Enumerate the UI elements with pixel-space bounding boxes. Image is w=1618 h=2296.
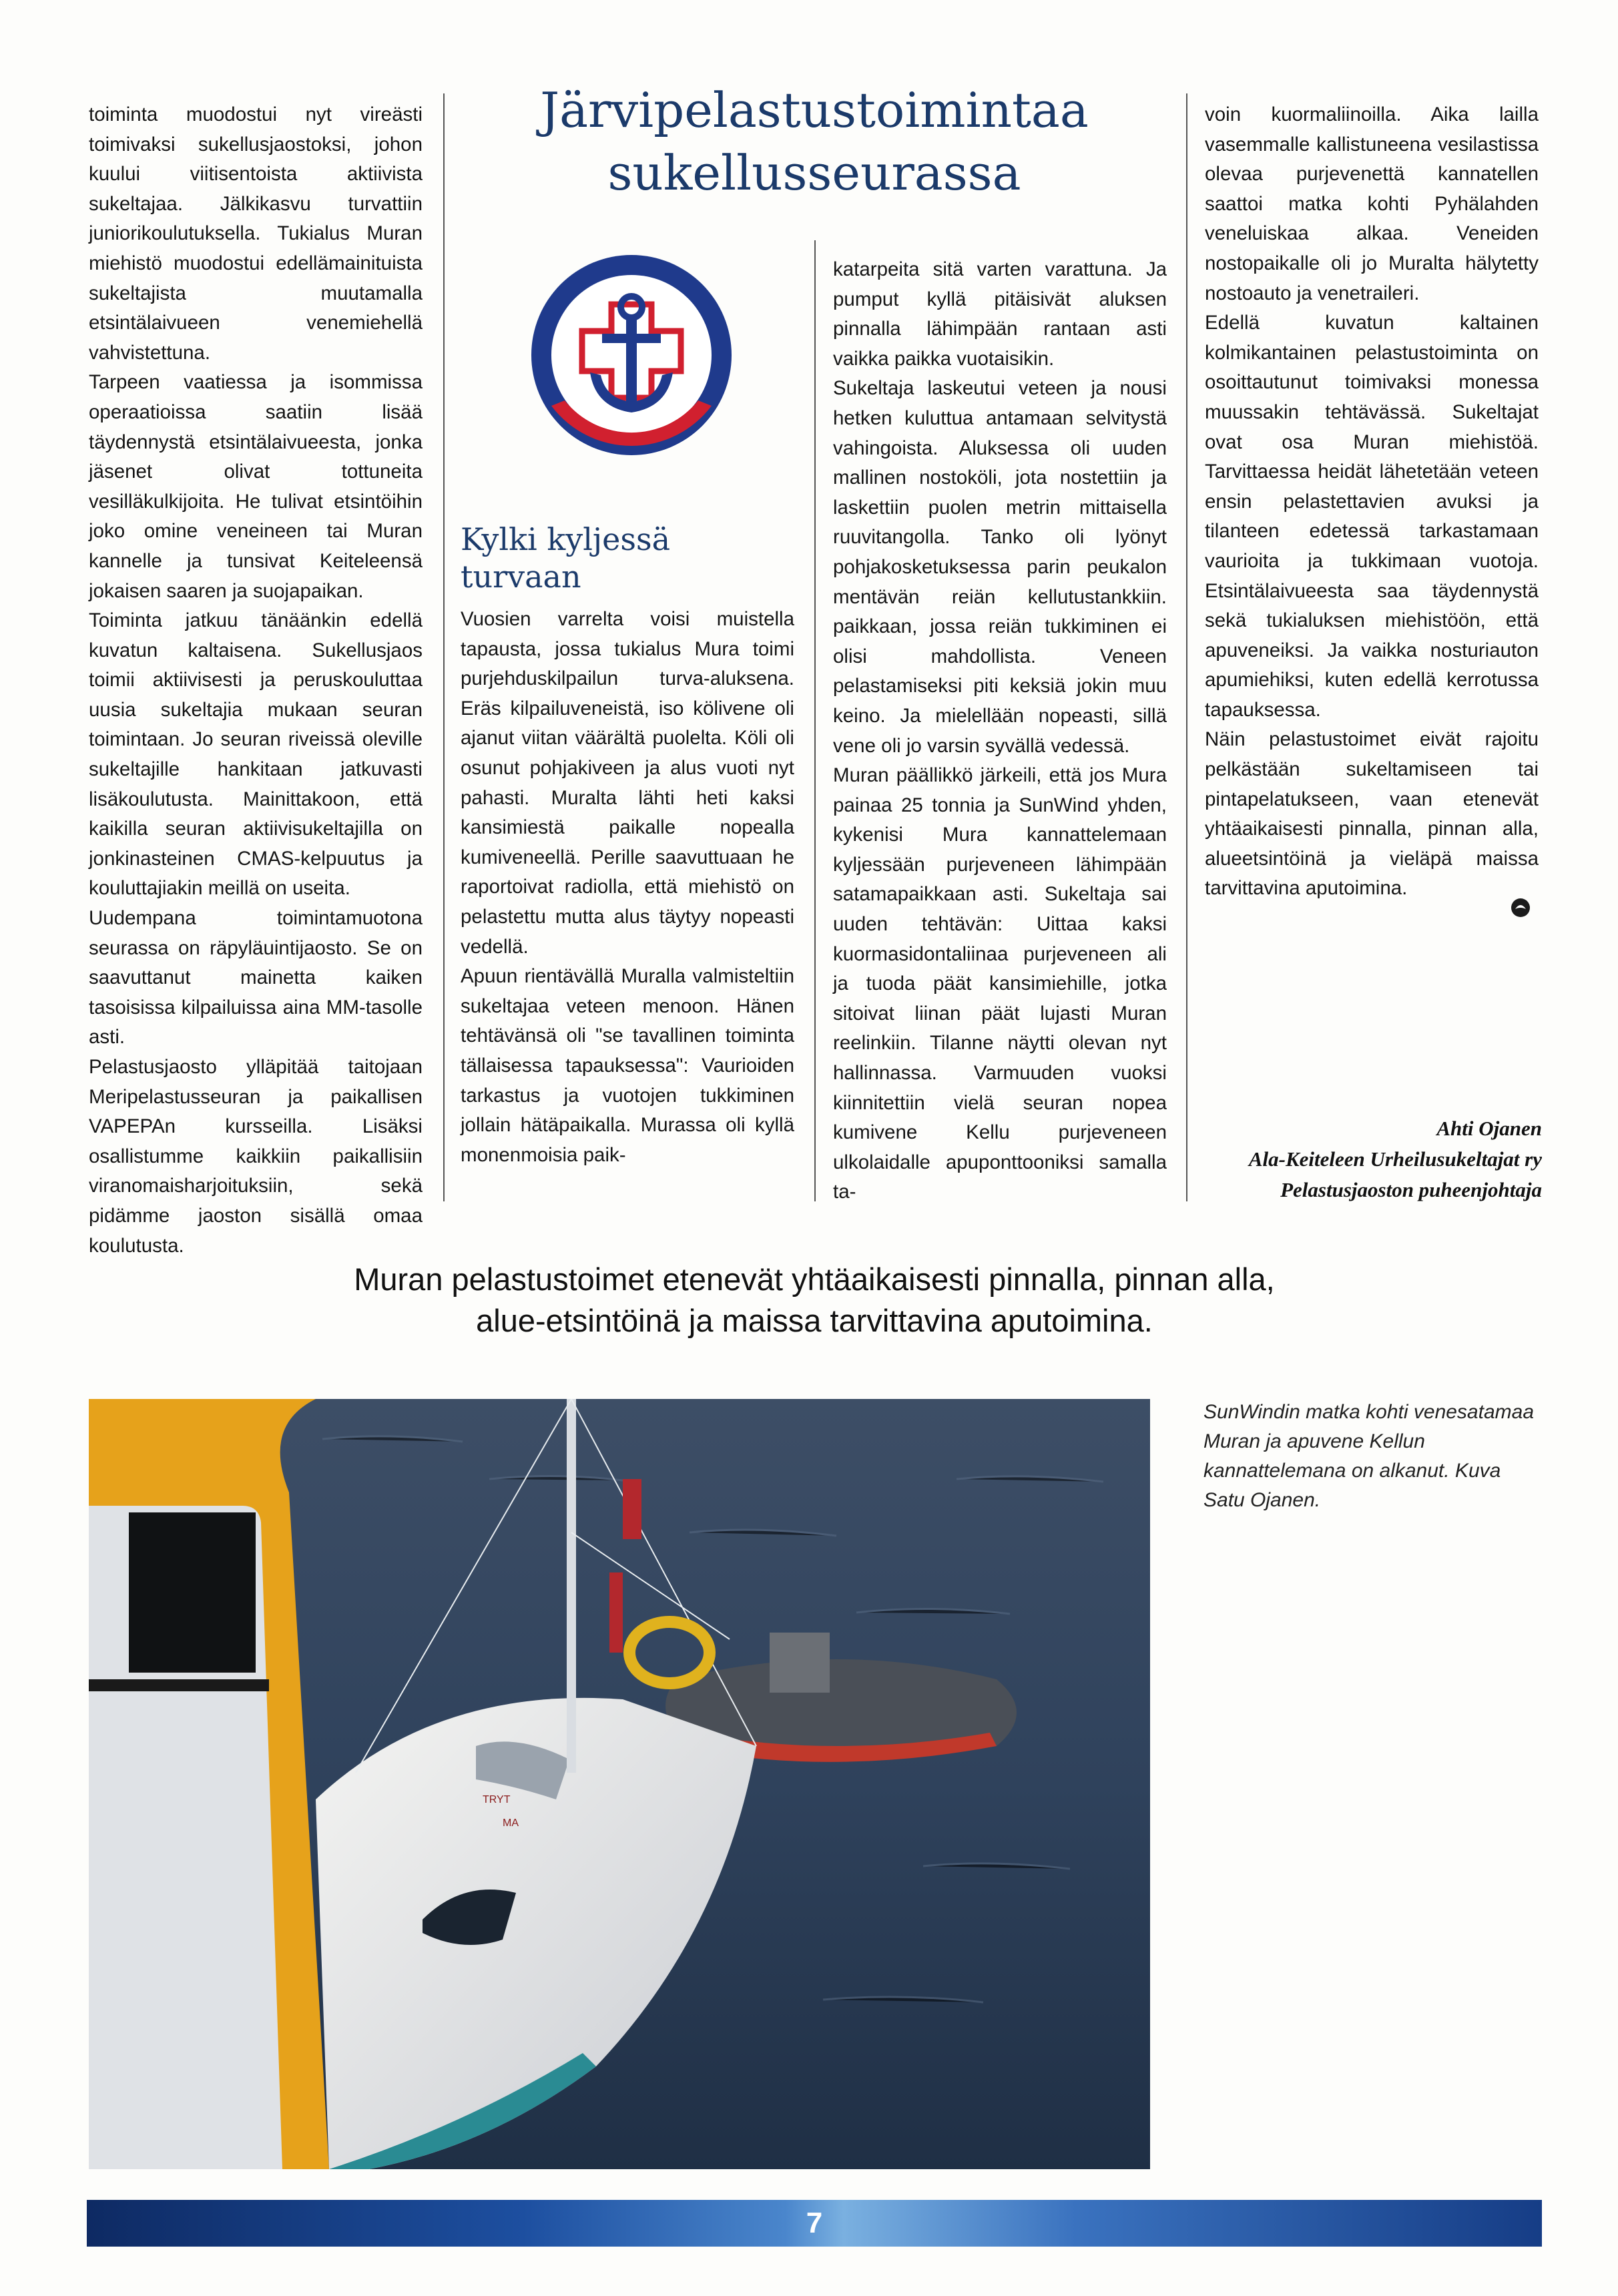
paragraph: Toiminta jatkuu tänäänkin edellä kuvatun kaltaisena. Sukellusjaos toimii aktiivisesti ja peruskouluttaa uusia sukeltajia mukaan seuran toimintaan. Jo seuran riveissä oleville sukeltajille hankitaan jatkuvasti lisäkoulutusta. Mainittakoon, että kaikilla seuran aktiivisukeltajilla on jonkinasteinen CMAS-kelpuutus ja kouluttajiakin meillä on useita. [89,609,423,900]
photo-caption: SunWindin matka kohti venesatamaa Muran ja apuvene Kellun kannattelemana on alkanut. Kuva Satu Ojanen. [1203,1401,1534,1511]
paragraph: voin kuormaliinoilla. Aika lailla vasemmalle kallistuneena vesilastissa olevaa purjevenettä kannatellen saattoi matka kohti Pyhälahden veneluiskaa alkaa. Veneiden nostopaikalle oli jo Muralta hälytetty nostoauto ja venetraileri. [1205,103,1539,304]
column-divider [443,93,445,1201]
text-column-2 [461,605,794,1170]
paragraph: Edellä kuvatun kaltainen kolmikantainen pelastustoiminta on osoittautunut toimivaksi monessa muussakin tehtävässä. Sukeltajat ovat osa Muran miehistöä. Tarvittaessa heidät lähetetään veteen ensin pelastettavien avuksi ja tilanteen edetessä tarkastamaan vaurioita ja tukkimaan vuotoja. Etsintälaivueesta saa täydennystä sekä tukialuksen miehistöön, että apuveneiksi. Ja vaikka nosturiauton apumiehiksi, kuten edellä kerrotussa tapauksessa. [1205,312,1539,721]
article-title [461,79,1168,204]
page-number: 7 [806,2207,823,2239]
text-column-3 [833,255,1167,1207]
text-column-4 [1205,100,1539,904]
page-footer-bar [87,2200,1542,2247]
text-column-1 [89,100,423,1261]
pull-quote-line-1: Muran pelastustoimet etenevät yhtäaikaisesti pinnalla, pinnan alla, [354,1261,1275,1297]
anchor-cross-logo-icon [529,252,734,458]
pull-quote [87,1259,1542,1342]
subheading-line-2: turvaan [461,559,581,595]
boat-mark-2: MA [503,1817,519,1829]
paragraph: Muran päällikkö järkeili, että jos Mura painaa 25 tonnia ja SunWind yhden, kykenisi Mura kannattelemaan kyljessään purjeveneen lähimpään satamapaikkaan asti. Sukeltaja sai uuden tehtävän: Uittaa kaksi kuormasidontaliinaa purjeveneen ali ja tuoda päät kansimiehille, jotka sitoivat liinan päät lujasti Muran reelinkiin. Tilanne näytti olevan nyt hallinnassa. Varmuuden vuoksi kiinnitettiin vielä seuran nopea kumivene Kellu purjeveneen ulkolaidalle apuponttooniksi samalla ta- [833,764,1167,1203]
author-name: Ahti Ojanen [1436,1117,1542,1140]
paragraph: katarpeita sitä varten varattuna. Ja pumput kyllä pitäisivät aluksen pinnalla lähimpään rantaan asti vaikka paikka vuotaisikin. [833,258,1167,370]
author-organization: Ala-Keiteleen Urheilusukeltajat ry [1248,1147,1542,1171]
paragraph: Tarpeen vaatiessa ja isommissa operaatioissa saatiin lisää täydennystä etsintälaivueesta, jonka jäsenet olivat tottuneita vesilläkulkijoita. He tulivat etsintöihin joko omine veneineen tai Muran kannelle ja tunsivat Keiteleensä jokaisen saaren ja suojapaikan. [89,371,423,602]
paragraph: Uudempana toimintamuotona seurassa on räpyläuintijaosto. Se on saavuttanut mainetta kaiken tasoisissa kilpailuissa aina MM-tasolle asti. [89,907,423,1049]
author-role: Pelastusjaoston puheenjohtaja [1280,1178,1542,1201]
paragraph: Pelastusjaosto ylläpitää taitojaan Meripelastusseuran ja paikallisen VAPEPAn kursseilla. Lisäksi osallistumme kaikkiin paikallisiin viranomaisharjoituksiin, sekä pidämme jaoston sisällä omaa koulutusta. [89,1056,423,1257]
paragraph: Näin pelastustoimet eivät rajoitu pelkästään sukeltamiseen tai pintapelatukseen, vaan etenevät yhtäaikaisesti pinnalla, pinnan alla, alueetsintöinä ja vieläpä maissa tarvittavina aputoimina. [1205,728,1539,900]
author-signature [1148,1113,1542,1205]
title-line-2: sukellusseurassa [607,145,1021,201]
paragraph: toiminta muodostui nyt vireästi toimivaksi sukellusjaostoksi, johon kuului viitisentoista aktiivista sukeltajaa. Jälkikasvu turvattiin juniorikoulutuksella. Tukialus Muran miehistö muodostui edellämainituista sukeltajista muutamalla etsintälaivueen venemiehellä vahvistettuna. [89,103,423,364]
paragraph: Apuun rientävällä Muralla valmisteltiin sukeltajaa veteen menoon. Hänen tehtävänsä oli "se tavallinen toiminta tällaisessa tapauksessa": Vaurioiden tarkastus ja vuotojen tukkiminen jollain hätäpaikalla. Murassa oli kyllä monenmoisia paik- [461,965,794,1166]
boat-mark-1: TRYT [483,1794,511,1805]
column-divider [1186,93,1187,1201]
paragraph: Sukeltaja laskeutui veteen ja nousi hetken kuluttua antamaan selvitystä vahingoista. Aluksessa oli uuden mallinen nostoköli, jota nostettiin ja laskettiin puolen metrin mittaisella ruuvitangolla. Tanko oli lyönyt pohjakosketuksessa parin peukalon mentävän reiän kellutustankkiin. paikkaan, jossa reiän tukkiminen ei olisi mahdollista. Veneen pelastamiseksi piti keksiä jokin muu keino. Ja mielellään nopeasti, sillä vene oli jo varsin syvällä vedessä. [833,377,1167,757]
pull-quote-line-2: alue-etsintöinä ja maissa tarvittavina aputoimina. [476,1303,1153,1338]
rescue-boat-photo [89,1399,1150,2169]
subheading-line-1: Kylki kyljessä [461,521,671,557]
column-divider [814,240,816,1201]
subheading [461,521,794,595]
paragraph: Vuosien varrelta voisi muistella tapausta, jossa tukialus Mura toimi purjehduskilpailun turva-aluksena. Eräs kilpailuveneistä, iso kölivene oli ajanut viitan väärältä puolelta. Köli oli osunut pohjakiveen ja alus vuoti nyt pahasti. Muralta lähti heti kaksi kansimiestä paikalle nopealla kumiveneellä. Perille saavuttuaan he raportoivat radiolla, että miehistö on pelastettu mutta alus täytyy nopeasti vedellä. [461,608,794,958]
title-line-1: Järvipelastustoimintaa [540,82,1089,138]
end-of-article-icon [1510,897,1531,918]
